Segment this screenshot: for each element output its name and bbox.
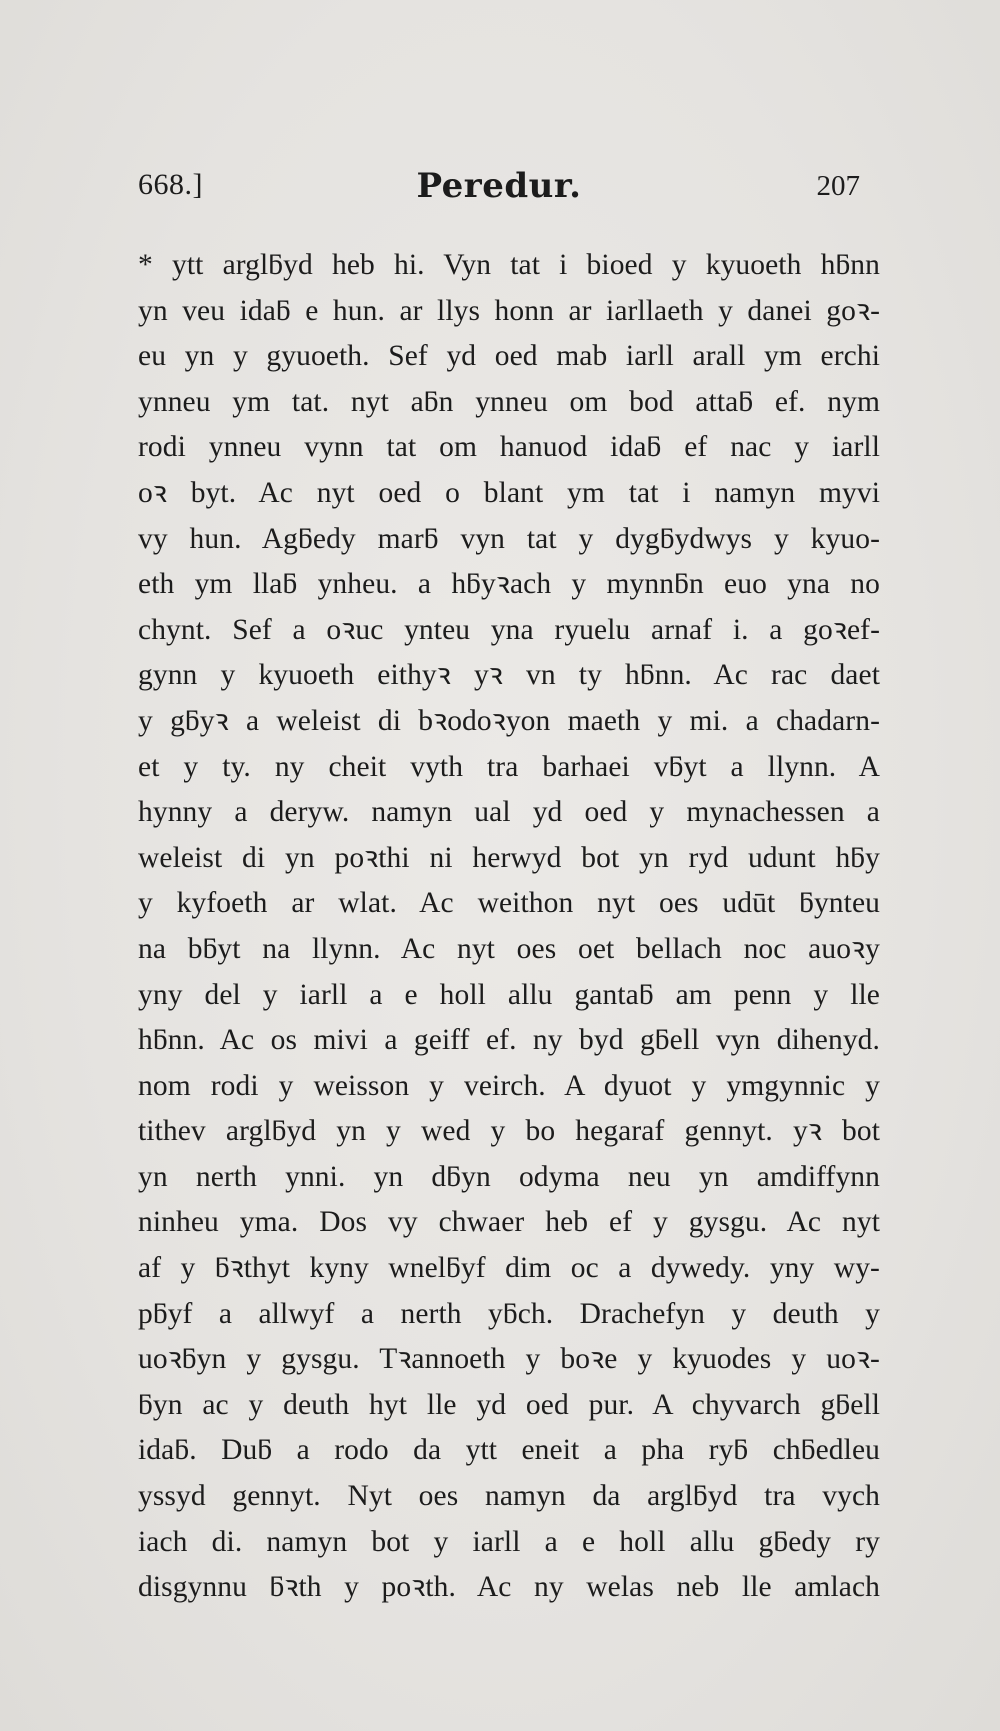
text-line: hƃnn. Ac os mivi a geiff ef. ny byd gƃell vyn dihenyd. [138,1024,880,1057]
text-line: vy hun. Agƃedy marƃ vyn tat y dygƃydwys y kyuo- [138,522,880,555]
text-line: tithev arglƃyd yn y wed y bo hegaraf gennyt. yꝛ bot [138,1115,880,1148]
text-line: * ytt arglƃyd heb hi. Vyn tat i bioed y kyuoeth hƃnn [138,249,880,281]
page-number: 207 [816,170,860,202]
text-line: hynny a deryw. namyn ual yd oed y mynachessen a [138,796,880,829]
text-line: na bƃyt na llynn. Ac nyt oes oet bellach noc auoꝛy [138,932,880,965]
text-line: yssyd gennyt. Nyt oes namyn da arglƃyd tra vych [138,1480,880,1513]
text-line: rodi ynneu vynn tat om hanuod idaƃ ef nac y iarll [138,431,880,464]
text-line: af y ƃꝛthyt kyny wnelƃyf dim oc a dywedy. yny wy- [138,1252,880,1285]
text-line: ƃyn ac y deuth hyt lle yd oed pur. A chyvarch gƃell [138,1388,880,1421]
text-line: eu yn y gyuoeth. Sef yd oed mab iarll arall ym erchi [138,340,880,373]
text-line: chynt. Sef a oꝛuc ynteu yna ryuelu arnaf i. a goꝛef- [138,613,880,646]
body-text [138,243,880,1611]
text-line: idaƃ. Duƃ a rodo da ytt eneit a pha ryƃ chƃedleu [138,1434,880,1467]
text-line: gynn y kyuoeth eithyꝛ yꝛ vn ty hƃnn. Ac rac daet [138,659,880,692]
text-line: y kyfoeth ar wlat. Ac weithon nyt oes udūt ƃynteu [138,887,880,920]
page-title: Peredur. [416,166,582,206]
text-line: yny del y iarll a e holl allu gantaƃ am penn y lle [138,978,880,1011]
text-line: disgynnu ƃꝛth y poꝛth. Ac ny welas neb lle amlach [138,1571,880,1604]
text-line: eth ym llaƃ ynheu. a hƃyꝛach y mynnƃn euo yna no [138,568,880,601]
text-line: yn veu idaƃ e hun. ar llys honn ar iarllaeth y danei goꝛ- [138,294,880,327]
text-line: yn nerth ynni. yn dƃyn odyma neu yn amdiffynn [138,1160,880,1193]
text-line: y gƃyꝛ a weleist di bꝛodoꝛyon maeth y mi. a chadarn- [138,704,880,737]
text-line: nom rodi y weisson y veirch. A dyuot y ymgynnic y [138,1069,880,1102]
text-line: ninheu yma. Dos vy chwaer heb ef y gysgu. Ac nyt [138,1206,880,1239]
running-head [138,168,860,212]
text-line: iach di. namyn bot y iarll a e holl allu gƃedy ry [138,1525,880,1558]
text-line: uoꝛƃyn y gysgu. Tꝛannoeth y boꝛe y kyuodes y uoꝛ- [138,1343,880,1376]
text-line: oꝛ byt. Ac nyt oed o blant ym tat i namyn myvi [138,476,880,509]
text-line: et y ty. ny cheit vyth tra barhaei vƃyt a llynn. A [138,750,880,783]
section-number: 668.] [138,168,203,201]
text-line: weleist di yn poꝛthi ni herwyd bot yn ryd udunt hƃy [138,841,880,874]
text-line: ynneu ym tat. nyt aƃn ynneu om bod attaƃ ef. nym [138,385,880,418]
text-line: pƃyf a allwyf a nerth yƃch. Drachefyn y deuth y [138,1297,880,1330]
